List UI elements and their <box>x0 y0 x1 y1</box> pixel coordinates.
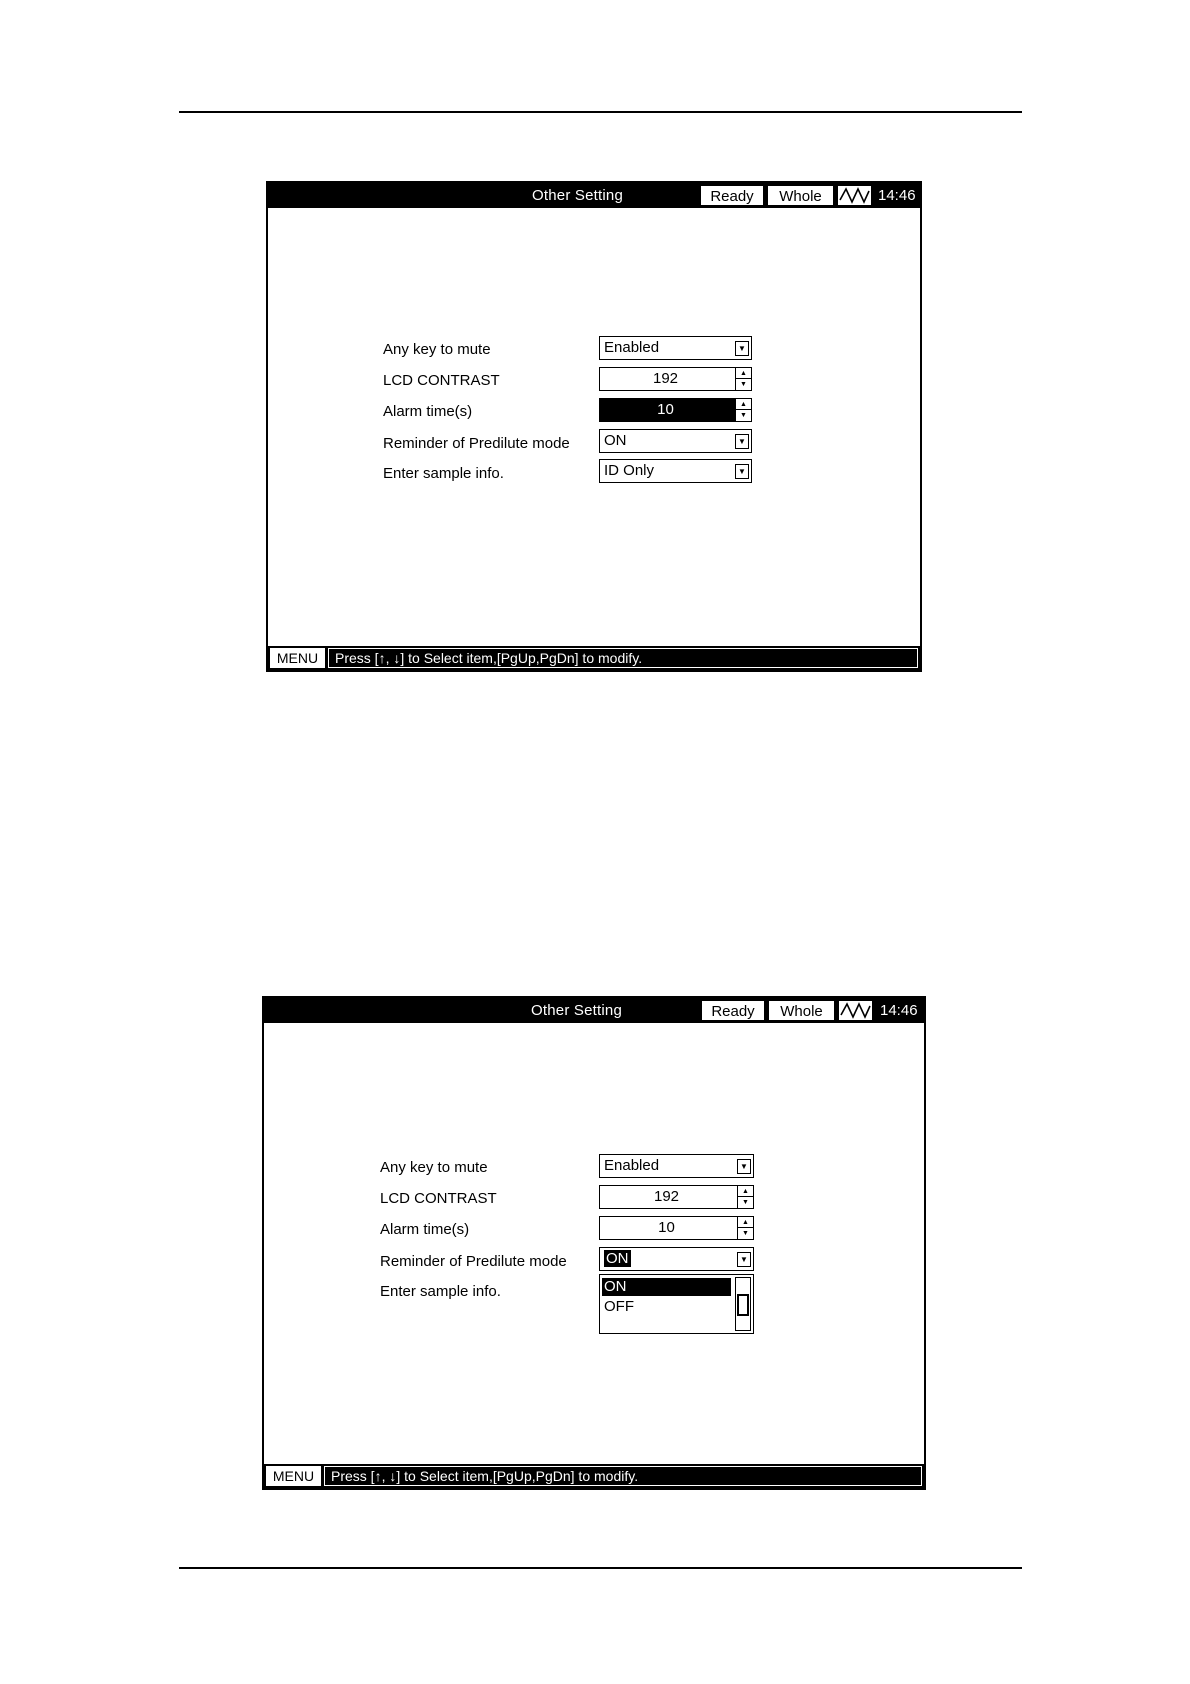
other-setting-screen-2 <box>262 996 926 1490</box>
field-value: 192 <box>653 1188 680 1205</box>
label-alarm-time: Alarm time(s) <box>383 403 473 420</box>
status-bar <box>268 646 920 670</box>
arrow-down-icon[interactable]: ▼ <box>740 381 747 388</box>
reminder-predilute-dropdown[interactable] <box>599 429 752 453</box>
arrow-up-icon[interactable]: ▲ <box>738 1217 753 1228</box>
list-scrollbar[interactable] <box>735 1277 751 1331</box>
label-lcd-contrast: LCD CONTRAST <box>380 1190 497 1207</box>
option-off[interactable]: OFF <box>604 1298 634 1315</box>
chevron-down-icon[interactable]: ▼ <box>737 1252 751 1267</box>
label-alarm-time: Alarm time(s) <box>380 1221 470 1238</box>
mode-badge: Whole <box>767 185 834 206</box>
lcd-contrast-spinner[interactable] <box>599 367 752 391</box>
field-value: Enabled <box>604 1157 660 1174</box>
clock-time: 14:46 <box>880 1002 918 1019</box>
waveform-icon <box>838 1000 873 1021</box>
clock-time: 14:46 <box>878 187 916 204</box>
spinner-buttons[interactable] <box>737 1217 753 1239</box>
menu-button[interactable]: MENU <box>270 648 325 668</box>
option-on[interactable]: ON <box>602 1278 731 1296</box>
field-value <box>604 1250 631 1267</box>
menu-button[interactable]: MENU <box>266 1466 321 1486</box>
any-key-to-mute-dropdown[interactable] <box>599 336 752 360</box>
label-reminder-predilute: Reminder of Predilute mode <box>383 435 570 452</box>
spinner-buttons[interactable] <box>735 399 751 421</box>
status-badge: Ready <box>700 185 764 206</box>
predilute-options-list[interactable] <box>599 1274 754 1334</box>
label-lcd-contrast: LCD CONTRAST <box>383 372 500 389</box>
field-value: ID Only <box>604 462 655 479</box>
chevron-down-icon[interactable]: ▼ <box>737 1159 751 1174</box>
chevron-down-icon[interactable]: ▼ <box>735 434 749 449</box>
title-bar <box>264 998 924 1023</box>
any-key-to-mute-dropdown[interactable] <box>599 1154 754 1178</box>
field-value: ON <box>604 432 627 449</box>
field-value: 192 <box>652 370 679 387</box>
field-value: Enabled <box>604 339 660 356</box>
arrow-down-icon[interactable]: ▼ <box>742 1230 749 1237</box>
field-value: 10 <box>658 1219 675 1236</box>
arrow-down-icon[interactable]: ▼ <box>742 1199 749 1206</box>
hint-text: Press [↑, ↓] to Select item,[PgUp,PgDn] to modify. <box>328 648 918 668</box>
bottom-page-rule <box>179 1567 1022 1569</box>
alarm-time-spinner[interactable] <box>599 398 752 422</box>
screen-title: Other Setting <box>531 1002 622 1019</box>
arrow-up-icon[interactable]: ▲ <box>738 1186 753 1197</box>
selected-value-highlight: ON <box>606 1250 629 1267</box>
label-any-key-to-mute: Any key to mute <box>380 1159 488 1176</box>
enter-sample-info-dropdown[interactable] <box>599 459 752 483</box>
screen-title: Other Setting <box>532 187 623 204</box>
title-bar <box>268 183 920 208</box>
top-page-rule <box>179 111 1022 113</box>
chevron-down-icon[interactable]: ▼ <box>735 464 749 479</box>
reminder-predilute-dropdown[interactable] <box>599 1247 754 1271</box>
arrow-down-icon[interactable]: ▼ <box>740 412 747 419</box>
label-enter-sample-info: Enter sample info. <box>383 465 504 482</box>
arrow-up-icon[interactable]: ▲ <box>736 368 751 379</box>
field-value: 10 <box>657 401 674 418</box>
label-reminder-predilute: Reminder of Predilute mode <box>380 1253 567 1270</box>
mode-badge: Whole <box>768 1000 835 1021</box>
spinner-buttons[interactable] <box>735 368 751 390</box>
status-bar <box>264 1464 924 1488</box>
alarm-time-spinner[interactable] <box>599 1216 754 1240</box>
label-any-key-to-mute: Any key to mute <box>383 341 491 358</box>
waveform-icon <box>837 185 872 206</box>
scroll-thumb[interactable] <box>737 1294 749 1316</box>
chevron-down-icon[interactable]: ▼ <box>735 341 749 356</box>
lcd-contrast-spinner[interactable] <box>599 1185 754 1209</box>
other-setting-screen-1 <box>266 181 922 672</box>
spinner-buttons[interactable] <box>737 1186 753 1208</box>
hint-text: Press [↑, ↓] to Select item,[PgUp,PgDn] to modify. <box>324 1466 922 1486</box>
arrow-up-icon[interactable]: ▲ <box>736 399 751 410</box>
label-enter-sample-info: Enter sample info. <box>380 1283 501 1300</box>
status-badge: Ready <box>701 1000 765 1021</box>
